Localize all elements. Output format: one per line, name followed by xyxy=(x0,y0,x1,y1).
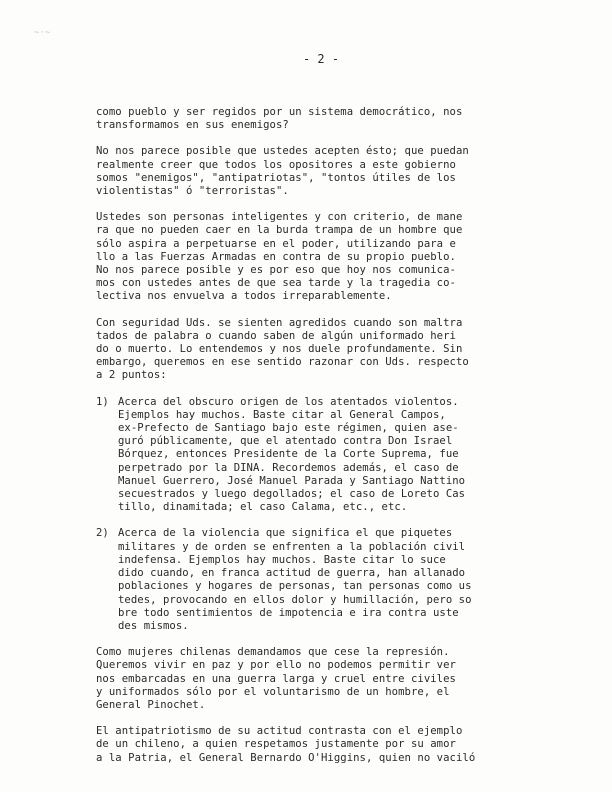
list-item xyxy=(96,396,516,515)
margin-mark: ~·~ xyxy=(34,28,51,38)
page-number: - 2 - xyxy=(302,52,340,66)
paragraph: Con seguridad Uds. se sienten agredidos cuando son maltra tados de palabra o cuando saben de algún uniformado heri do o muerto. Lo entendemos y nos duele profundamente. Sin embargo, queremos en ese sentido razonar con Uds. respecto a 2 puntos: xyxy=(96,316,469,382)
list-text: Acerca de la violencia que significa el que piquetes militares y de orden se enfrenten a la población civil indefensa. Ejemplos hay muchos. Baste citar lo suce dido cuando, en franca actitud de guerra, han allanado poblaciones y hogares de personas, tan personas como us tedes, provocando en ellos dolor y humillación, pero so bre todo sentimientos de impotencia e ira contra uste des mismos. xyxy=(118,527,472,632)
paragraph: No nos parece posible que ustedes acepten ésto; que puedan realmente creer que todos los opositores a este gobierno somos "enemigos", "antipatriotas", "tontos útiles de los violentistas" ó "terroristas". xyxy=(96,145,469,198)
paragraph: El antipatriotismo de su actitud contrasta con el ejemplo de un chileno, a quien respetamos justamente por su amor a la Patria, el General Bernardo O'Higgins, quien no vaciló xyxy=(96,725,476,764)
list-text: Acerca del obscuro origen de los atentados violentos. Ejemplos hay muchos. Baste citar al General Campos, ex-Prefecto de Santiago bajo este régimen, quien ase- guró públicamente, que el atentado contra Don Israel Bórquez, entonces Presidente de la Corte Suprema, fue perpetrado por la DINA. Recordemos además, el caso de Manuel Guerrero, José Manuel Parada y Santiago Nattino secuestrados y luego degollados; el caso de Loreto Cas tillo, dinamitada; el caso Calama, etc., etc. xyxy=(118,395,466,514)
paragraph: como pueblo y ser regidos por un sistema democrático, nos transformamos en sus enemigos? xyxy=(96,106,463,132)
paragraph: Ustedes son personas inteligentes y con criterio, de mane ra que no pueden caer en la burda trampa de un hombre que sólo aspira a perpetuarse en el poder, utilizando para e llo a las Fuerzas Armadas en contra de su propio pueblo. No nos parece posible y es por eso que hoy nos comunica- mos con ustedes antes de que sea tarde y la tragedia co- lectiva nos envuelva a todos irreparablemente. xyxy=(96,211,463,303)
paragraph: Como mujeres chilenas demandamos que cese la represión. Queremos vivir en paz y por ello no podemos permitir ver nos embarcadas en una guerra larga y cruel entre civiles y uniformados sólo por el voluntarismo de un hombre, el General Pinochet. xyxy=(96,646,456,711)
list-item xyxy=(96,527,516,633)
list-number: 2) xyxy=(96,527,109,540)
letter-body xyxy=(96,106,516,778)
list-number: 1) xyxy=(96,395,109,408)
